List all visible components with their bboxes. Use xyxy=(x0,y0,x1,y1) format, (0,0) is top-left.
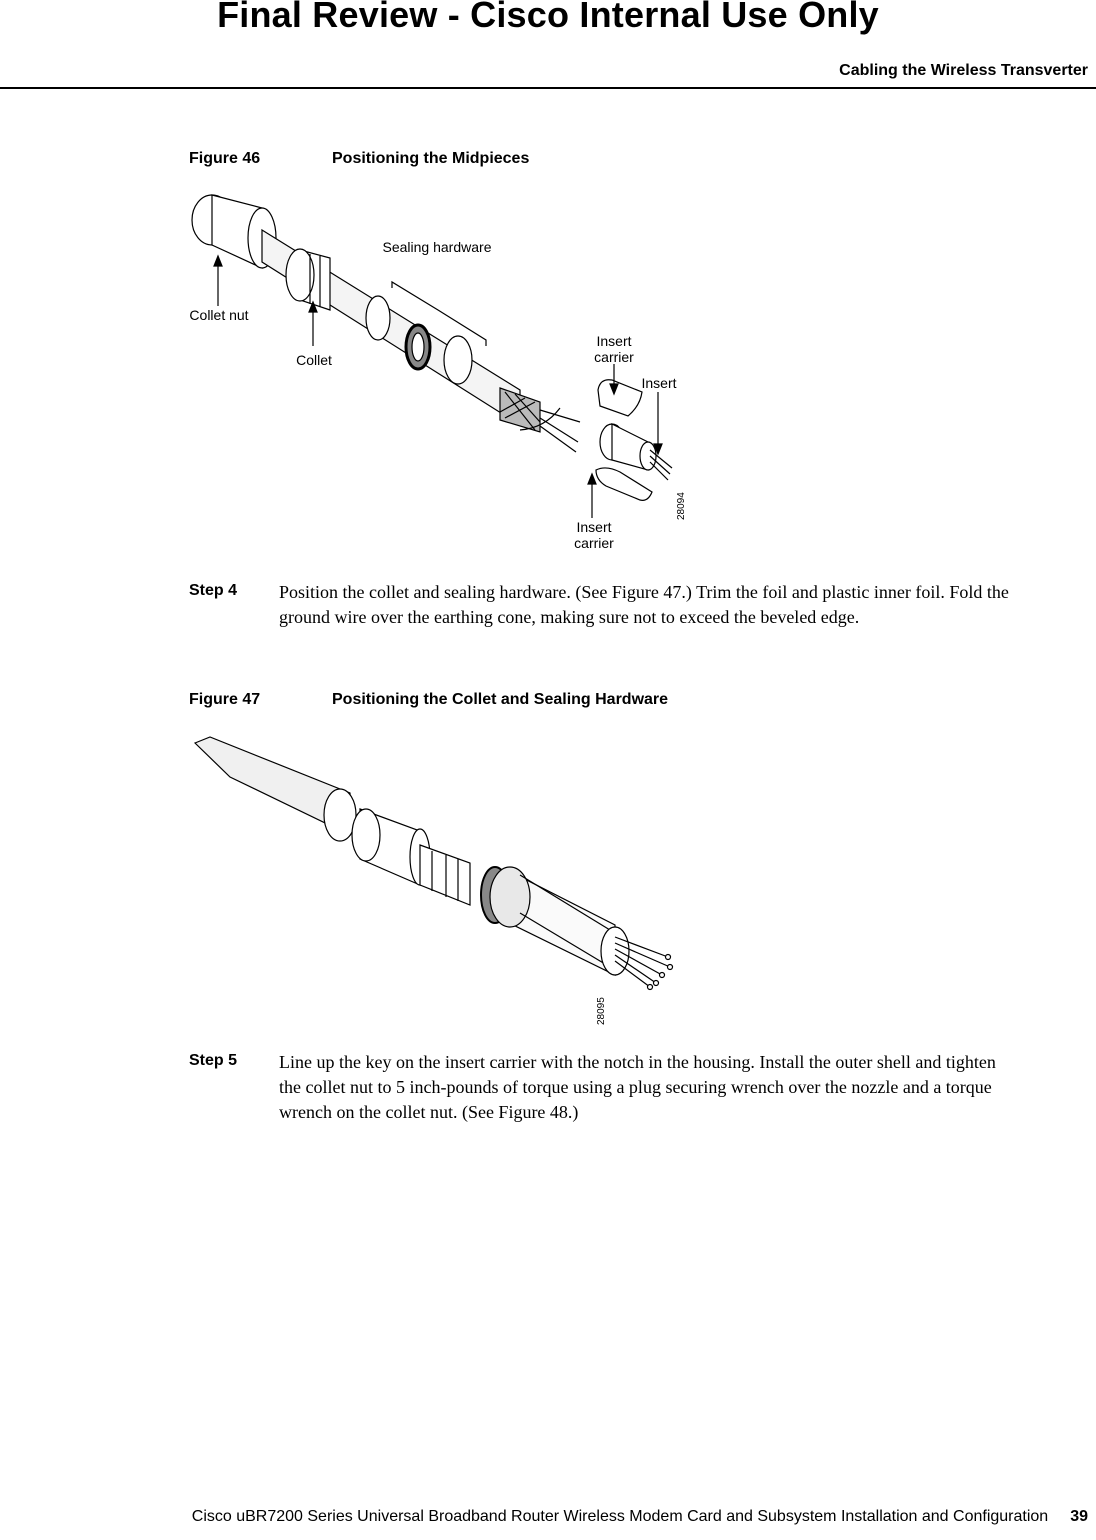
sealing-ring-1 xyxy=(366,296,390,340)
step-4-text: Position the collet and sealing hardware. (See Figure 47.) Trim the foil and plastic inner foil. Fold the ground wire over the earthing cone, making sure not to exceed the beveled edge. xyxy=(279,582,1009,627)
figure-47-number: Figure 47 xyxy=(189,691,261,708)
figure-46-illustration xyxy=(0,180,1096,560)
header-rule xyxy=(0,87,1096,89)
figure-46-art-id: 28094 xyxy=(676,492,687,520)
label-insert-carrier-bottom-line2: carrier xyxy=(574,535,614,551)
sealing-body-47 xyxy=(490,867,615,975)
figure-47-illustration xyxy=(0,725,1096,1025)
step-4-label: Step 4 xyxy=(189,582,238,599)
footer-title: Cisco uBR7200 Series Universal Broadband Router Wireless Modem Card and Subsystem Installation and Configuration xyxy=(191,1508,1049,1525)
sealing-ring-3 xyxy=(444,336,472,384)
step-5-label: Step 5 xyxy=(189,1052,238,1069)
figure-46-number: Figure 46 xyxy=(189,150,261,167)
insert-carrier-bottom-part xyxy=(596,468,652,500)
braided-shield xyxy=(500,388,540,432)
figure-47-caption xyxy=(189,691,668,709)
insert-carrier-top-part xyxy=(598,380,642,416)
label-insert-carrier-top-line1: Insert xyxy=(596,333,632,349)
page-number: 39 xyxy=(1070,1508,1088,1525)
label-collet-nut: Collet nut xyxy=(189,307,249,323)
label-insert-carrier-bottom-line1: Insert xyxy=(576,519,612,535)
nozzle-ring xyxy=(324,789,356,841)
step-5-text: Line up the key on the insert carrier with the notch in the housing. Install the outer shell and tighten the collet nut to 5 inch-pounds of torque using a plug securing wrench over the nozzle and a torque wrench on the collet nut. (See Figure 48.) xyxy=(279,1052,996,1122)
collet-fingers-47 xyxy=(420,845,470,905)
step-4 xyxy=(189,580,1019,630)
page-footer xyxy=(0,1508,1088,1526)
label-insert: Insert xyxy=(641,375,677,391)
review-banner: Final Review - Cisco Internal Use Only xyxy=(217,0,879,35)
label-sealing-hardware: Sealing hardware xyxy=(382,239,492,255)
figure-47-title: Positioning the Collet and Sealing Hardware xyxy=(332,691,669,708)
label-insert-carrier-top-line2: carrier xyxy=(594,349,634,365)
running-head: Cabling the Wireless Transverter xyxy=(839,62,1088,79)
collet-47 xyxy=(352,809,430,885)
figure-47-art-id: 28095 xyxy=(596,997,607,1025)
collet-part xyxy=(286,249,330,310)
step-5 xyxy=(189,1050,1019,1125)
figure-46-caption xyxy=(189,150,529,168)
label-collet: Collet xyxy=(296,352,332,368)
figure-46-title: Positioning the Midpieces xyxy=(332,150,530,167)
